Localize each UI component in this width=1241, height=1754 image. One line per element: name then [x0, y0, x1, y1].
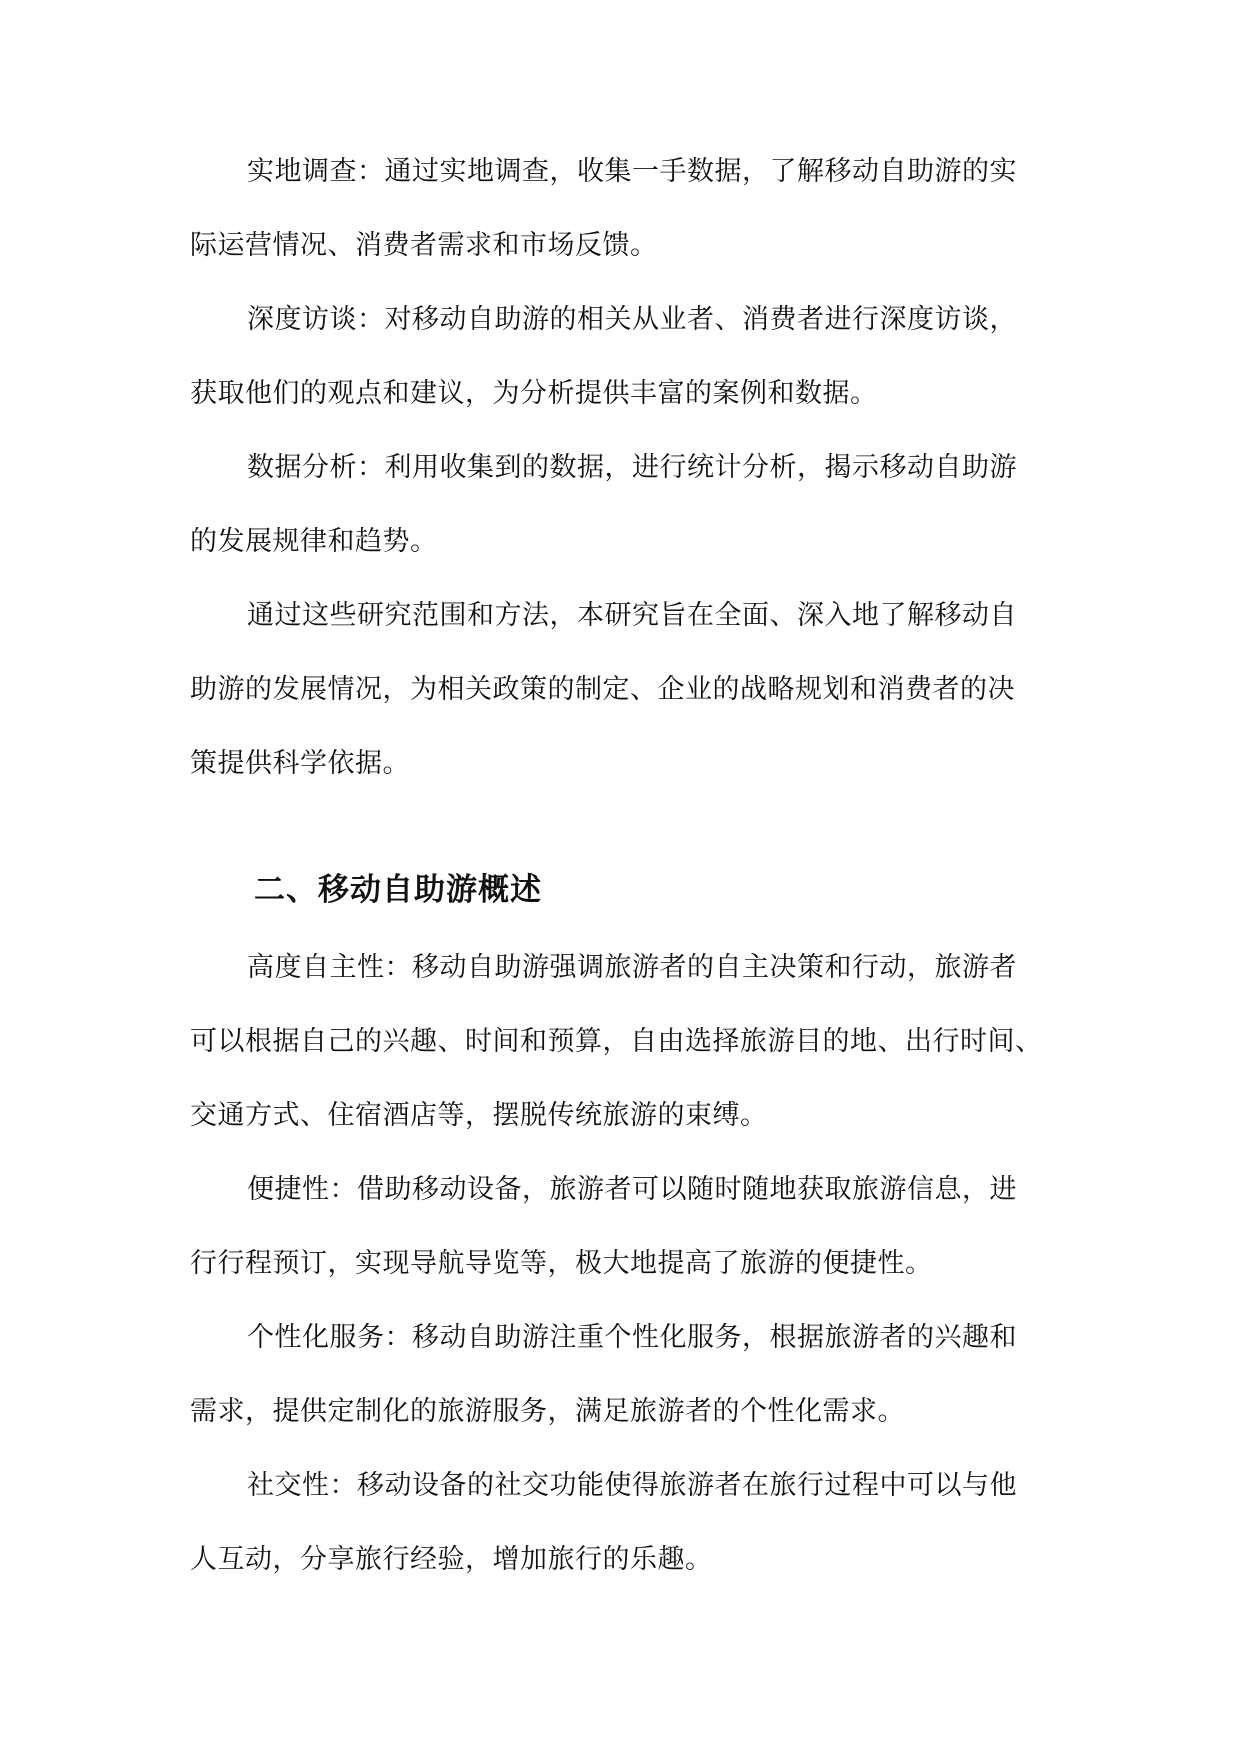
paragraph-line: 获取他们的观点和建议，为分析提供丰富的案例和数据。: [190, 378, 878, 409]
paragraph-line: 数据分析：利用收集到的数据，进行统计分析，揭示移动自助游: [247, 452, 1017, 483]
paragraph-line: 便捷性：借助移动设备，旅游者可以随时随地获取旅游信息，进: [247, 1174, 1017, 1205]
paragraph-line: 个性化服务：移动自助游注重个性化服务，根据旅游者的兴趣和: [247, 1322, 1017, 1353]
paragraph-line: 高度自主性：移动自助游强调旅游者的自主决策和行动，旅游者: [247, 952, 1017, 983]
paragraph-line: 的发展规律和趋势。: [190, 526, 438, 557]
section-heading: 二、移动自助游概述: [254, 872, 542, 908]
paragraph-line: 交通方式、住宿酒店等，摆脱传统旅游的束缚。: [190, 1100, 768, 1131]
paragraph-line: 际运营情况、消费者需求和市场反馈。: [190, 230, 658, 261]
paragraph-line: 人互动，分享旅行经验，增加旅行的乐趣。: [190, 1544, 713, 1575]
paragraph-line: 行行程预订，实现导航导览等，极大地提高了旅游的便捷性。: [190, 1248, 933, 1279]
paragraph-line: 深度访谈：对移动自助游的相关从业者、消费者进行深度访谈，: [247, 304, 1017, 335]
paragraph-line: 通过这些研究范围和方法，本研究旨在全面、深入地了解移动自: [247, 600, 1017, 631]
paragraph-line: 社交性：移动设备的社交功能使得旅游者在旅行过程中可以与他: [247, 1470, 1017, 1501]
paragraph-line: 实地调查：通过实地调查，收集一手数据，了解移动自助游的实: [247, 156, 1017, 187]
paragraph-line: 助游的发展情况，为相关政策的制定、企业的战略规划和消费者的决: [190, 674, 1015, 705]
paragraph-line: 可以根据自己的兴趣、时间和预算，自由选择旅游目的地、出行时间、: [190, 1026, 1043, 1057]
paragraph-line: 策提供科学依据。: [190, 748, 410, 779]
paragraph-line: 需求，提供定制化的旅游服务，满足旅游者的个性化需求。: [190, 1396, 905, 1427]
